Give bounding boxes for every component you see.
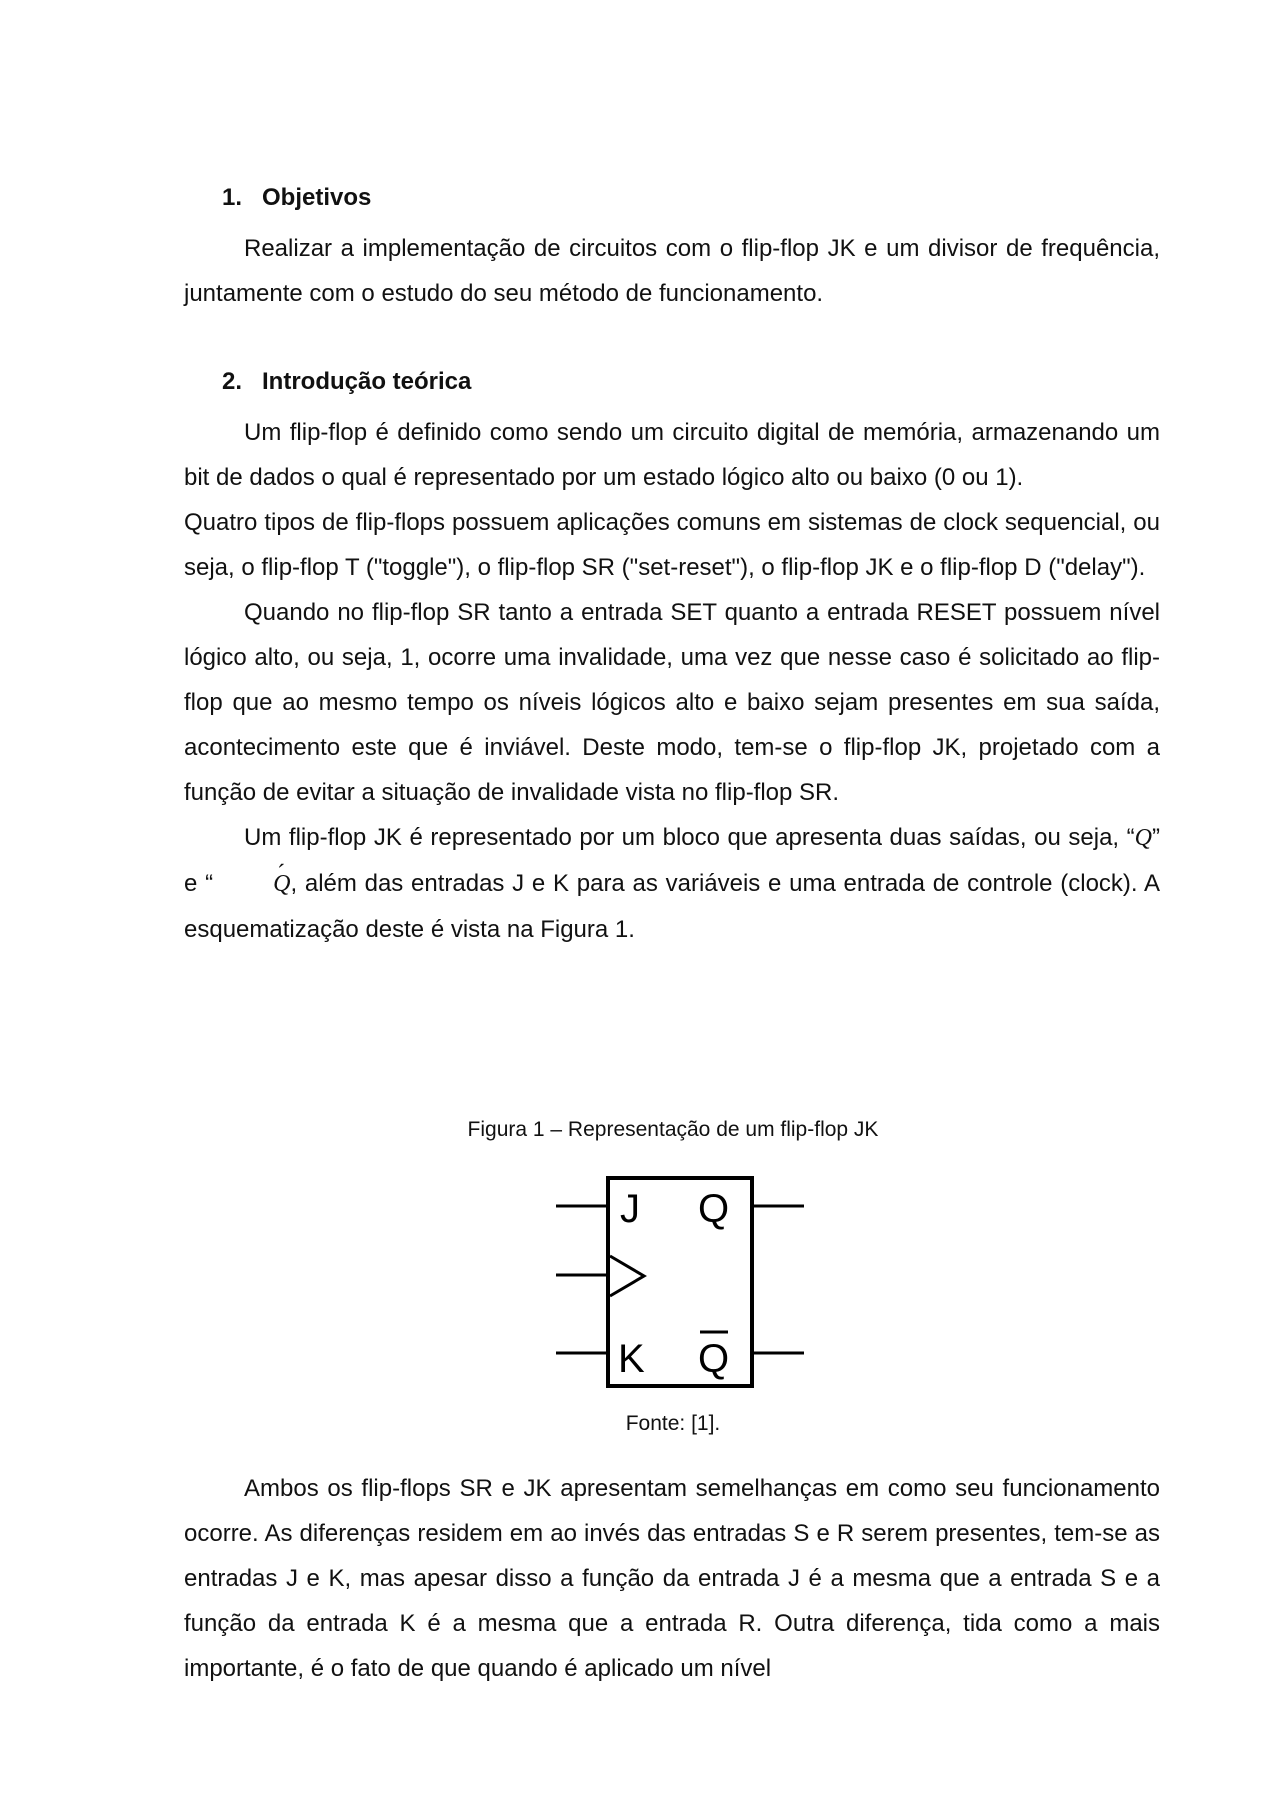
section-title: Objetivos [262, 184, 372, 211]
introducao-text [184, 410, 1160, 952]
k-label: K [618, 1337, 645, 1381]
paragraph [184, 815, 1160, 952]
figure-source: Fonte: [1]. [625, 1412, 721, 1435]
section-number: 2. [222, 368, 243, 395]
paragraph-text: Um flip-flop JK é representado por um bloco que apresenta duas saídas, ou seja, “ [244, 824, 1135, 851]
final-text [184, 1466, 1160, 1691]
q-complement-symbol: Q ´ [213, 862, 290, 907]
paragraph: Um flip-flop é definido como sendo um circuito digital de memória, armazenando um bit de dados o qual é representado por um estado lógico alto ou baixo (0 ou 1). [184, 419, 1160, 491]
section-title: Introdução teórica [262, 368, 472, 395]
j-label: J [620, 1187, 640, 1231]
qbar-label: Q [698, 1337, 730, 1381]
q-symbol: Q [1134, 825, 1152, 851]
paragraph-text: ” e “ [184, 824, 1160, 897]
objetivos-text [184, 226, 1160, 316]
figure-caption: Figura 1 – Representação de um flip-flop JK [467, 1118, 879, 1141]
q-label: Q [698, 1187, 730, 1231]
paragraph-text: , além das entradas J e K para as variáveis e uma entrada de controle (clock). A esquematização deste é vista na Figura 1. [184, 870, 1161, 943]
paragraph: Ambos os flip-flops SR e JK apresentam semelhanças em como seu funcionamento ocorre. As diferenças residem em ao invés das entradas S e R serem presentes, tem-se as entradas J e K, mas apesar disso a função da entrada J é a mesma que a entrada S e a função da entrada K é a mesma que a entrada R. Outra diferença, tida como a mais importante, é o fato de que quando é aplicado um nível [184, 1475, 1160, 1682]
section-number: 1. [222, 184, 243, 211]
paragraph: Realizar a implementação de circuitos com o flip-flop JK e um divisor de frequência, juntamente com o estudo do seu método de funcionamento. [184, 235, 1160, 307]
jk-flip-flop-diagram [548, 1170, 808, 1400]
section-heading-introducao [222, 367, 471, 397]
section-heading-objetivos [222, 183, 371, 213]
paragraph: Quando no flip-flop SR tanto a entrada SET quanto a entrada RESET possuem nível lógico alto, ou seja, 1, ocorre uma invalidade, uma vez que nesse caso é solicitado ao flip-flop que ao mesmo tempo os níveis lógicos alto e baixo sejam presentes em sua saída, acontecimento este que é inviável. Deste modo, tem-se o flip-flop JK, projetado com a função de evitar a situação de invalidade vista no flip-flop SR. [184, 599, 1160, 806]
paragraph: Quatro tipos de flip-flops possuem aplicações comuns em sistemas de clock sequencial, ou seja, o flip-flop T ("toggle"), o flip-flop SR ("set-reset"), o flip-flop JK e o flip-flop D ("delay"). [184, 509, 1160, 581]
